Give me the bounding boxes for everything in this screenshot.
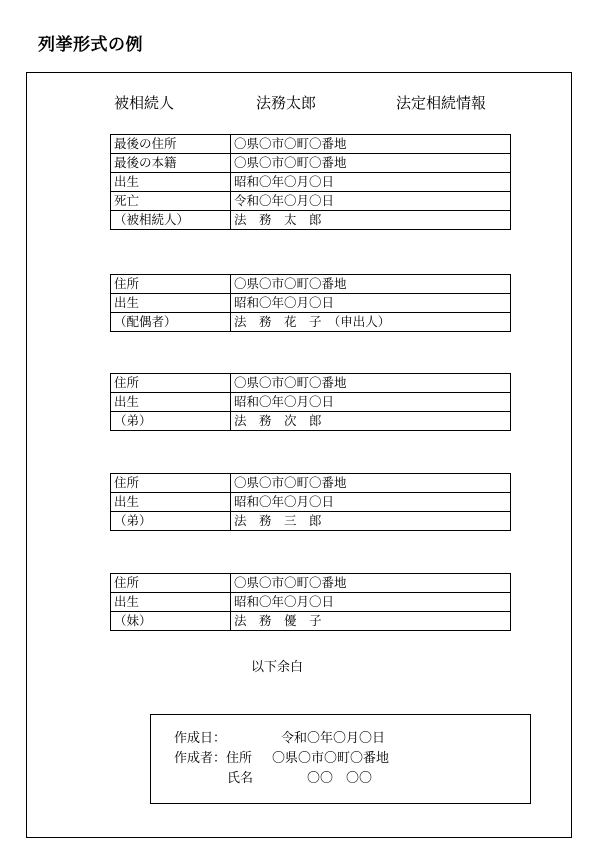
table-row [111, 275, 511, 294]
table-row [111, 412, 511, 431]
table-row [111, 154, 511, 173]
row-value: 〇県〇市〇町〇番地 [231, 154, 511, 173]
row-value: 昭和〇年〇月〇日 [231, 294, 511, 313]
row-value: 〇県〇市〇町〇番地 [231, 474, 511, 493]
row-key: （妹） [111, 612, 231, 631]
table-row [111, 173, 511, 192]
row-key: （弟） [111, 512, 231, 531]
closing-note: 以下余白 [251, 660, 304, 675]
creator-name-label: 氏名 [227, 771, 254, 786]
table-row [111, 192, 511, 211]
row-value: 昭和〇年〇月〇日 [231, 173, 511, 192]
row-value: 〇県〇市〇町〇番地 [231, 135, 511, 154]
row-key: 住所 [111, 374, 231, 393]
row-key: 住所 [111, 574, 231, 593]
row-key: 住所 [111, 474, 231, 493]
row-value: 〇県〇市〇町〇番地 [231, 275, 511, 294]
heir-table-spouse [110, 274, 511, 332]
row-value: 昭和〇年〇月〇日 [231, 593, 511, 612]
row-key: （弟） [111, 412, 231, 431]
header-document-title: 法定相続情報 [396, 94, 487, 112]
heir-table-brother-2 [110, 473, 511, 531]
table-row [111, 135, 511, 154]
table-row [111, 211, 511, 230]
table-row [111, 313, 511, 332]
creator-name-value: 〇〇 〇〇 [307, 771, 373, 786]
row-value: 昭和〇年〇月〇日 [231, 493, 511, 512]
row-key: （配偶者） [111, 313, 231, 332]
table-row [111, 512, 511, 531]
table-row [111, 493, 511, 512]
row-key: 最後の本籍 [111, 154, 231, 173]
table-row [111, 593, 511, 612]
row-key: 最後の住所 [111, 135, 231, 154]
created-date-value: 令和〇年〇月〇日 [281, 731, 386, 746]
row-key: （被相続人） [111, 211, 231, 230]
row-value: 法 務 優 子 [231, 612, 511, 631]
row-value: 〇県〇市〇町〇番地 [231, 574, 511, 593]
row-value: 法 務 花 子 （申出人） [231, 313, 511, 332]
row-value: 法 務 次 郎 [231, 412, 511, 431]
row-value: 法 務 太 郎 [231, 211, 511, 230]
creator-address-value: 〇県〇市〇町〇番地 [272, 751, 390, 766]
row-value: 令和〇年〇月〇日 [231, 192, 511, 211]
row-key: 出生 [111, 294, 231, 313]
decedent-table [110, 134, 511, 230]
row-key: 出生 [111, 393, 231, 412]
table-row [111, 374, 511, 393]
table-row [111, 574, 511, 593]
row-key: 住所 [111, 275, 231, 294]
header-decedent-label: 被相続人 [114, 94, 175, 112]
creator-address-label: 作成者：住所 [174, 751, 253, 766]
page-title: 列挙形式の例 [38, 35, 143, 55]
table-row [111, 474, 511, 493]
heir-table-sister [110, 573, 511, 631]
row-value: 昭和〇年〇月〇日 [231, 393, 511, 412]
row-key: 出生 [111, 593, 231, 612]
header-decedent-name: 法務太郎 [256, 94, 317, 112]
row-value: 〇県〇市〇町〇番地 [231, 374, 511, 393]
row-key: 出生 [111, 493, 231, 512]
row-value: 法 務 三 郎 [231, 512, 511, 531]
row-key: 死亡 [111, 192, 231, 211]
creation-info-box [150, 714, 531, 804]
table-row [111, 294, 511, 313]
heir-table-brother-1 [110, 373, 511, 431]
created-date-label: 作成日： [174, 731, 227, 746]
table-row [111, 612, 511, 631]
table-row [111, 393, 511, 412]
row-key: 出生 [111, 173, 231, 192]
